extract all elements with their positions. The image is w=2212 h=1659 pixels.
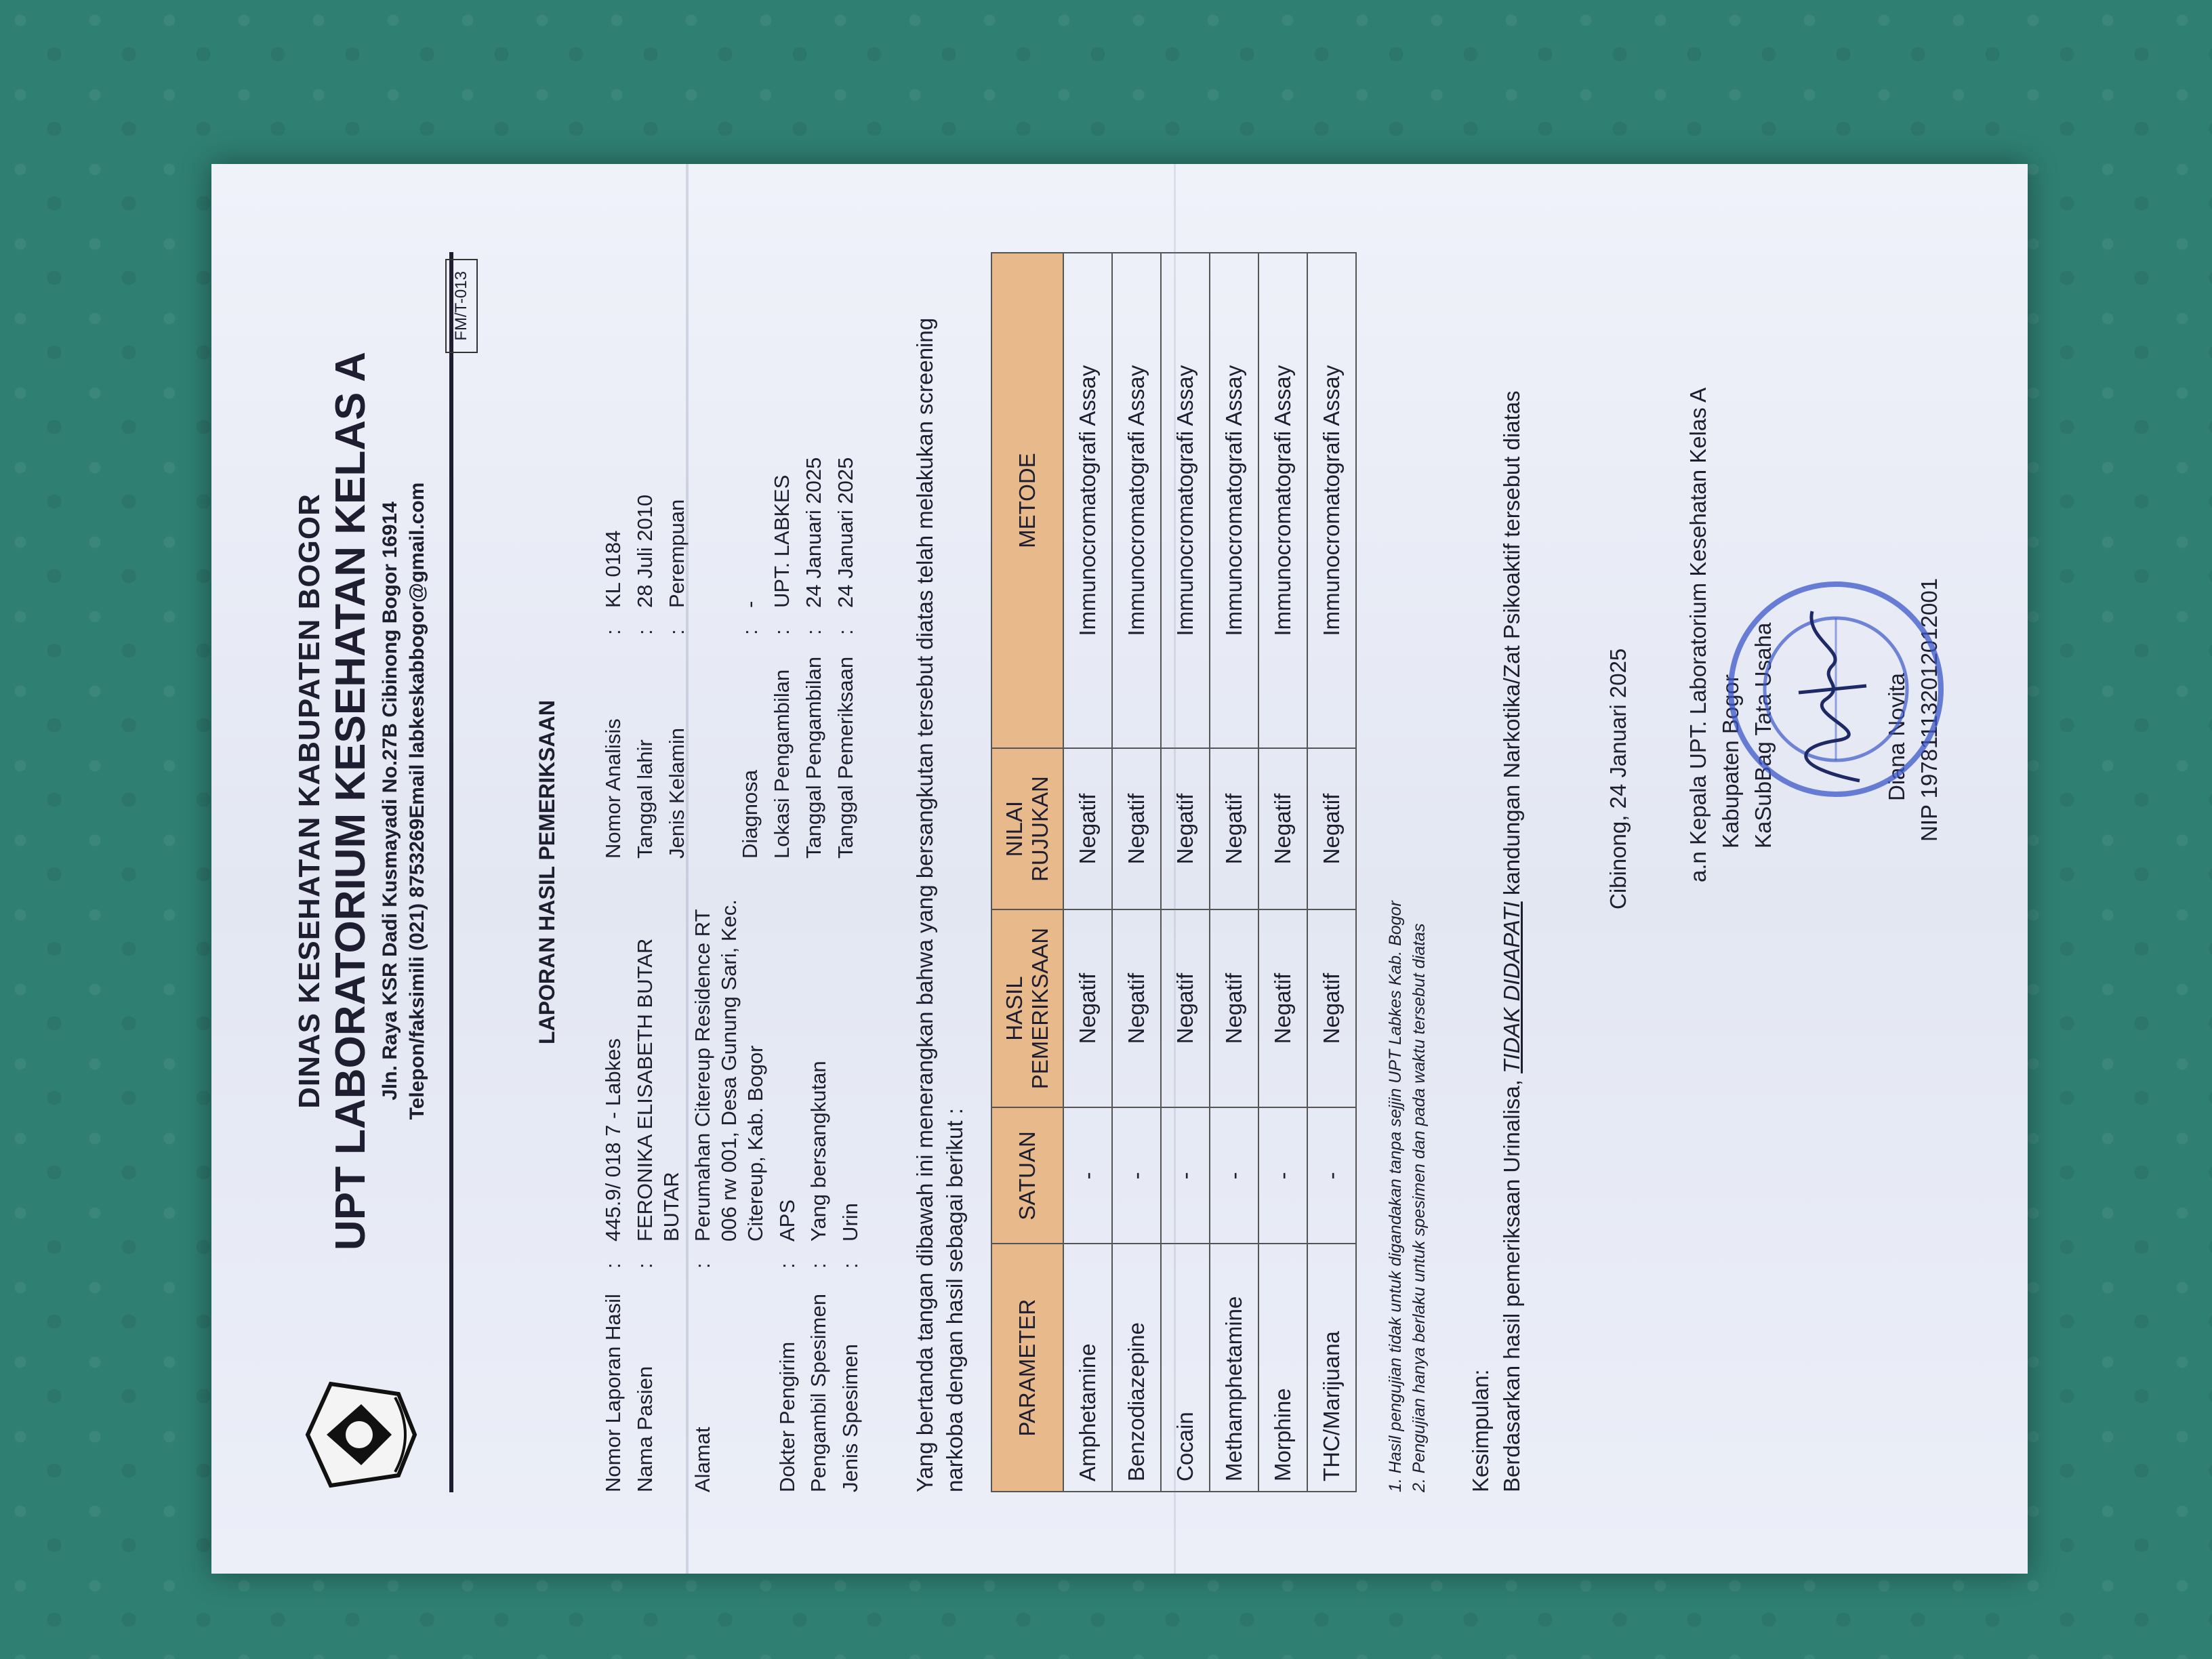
notes — [1384, 252, 1431, 1492]
patient-name: FERONIKA ELISABETH BUTAR BUTAR — [632, 938, 683, 1242]
patient-address: Perumahan Citereup Residence RT 006 rw 001, Desa Gunung Sari, Kec. Citereup, Kab. Bogor — [691, 899, 767, 1242]
intro-text: Yang bertanda tangan dibawah ini menerangkan bahwa yang bersangkutan tersebut diatas telah melakukan screening narkoba dengan hasil sebagai berikut : — [912, 317, 968, 1492]
conclusion-emphasis: TIDAK DIDAPATI — [1498, 901, 1524, 1073]
table-row — [1161, 253, 1210, 1492]
cell-reference: Negatif — [1307, 748, 1356, 909]
cell-reference: Negatif — [1112, 748, 1161, 909]
info-row: Dokter Pengirim : APS — [775, 886, 801, 1492]
info-row: Nama Pasien : FERONIKA ELISABETH BUTAR BUTAR — [632, 886, 685, 1492]
cell-parameter: Benzodiazepine — [1112, 1244, 1161, 1492]
cell-parameter: THC/Marijuana — [1307, 1244, 1356, 1492]
signatory-nip: NIP 197811132012012001 — [1917, 577, 1942, 842]
info-row: Nomor Analisis : KL 0184 — [600, 252, 627, 859]
form-code: FM/T-013 — [445, 259, 478, 353]
cell-unit: - — [1161, 1107, 1210, 1244]
info-label: Diagnosa — [738, 770, 762, 859]
table-row — [1307, 253, 1356, 1492]
col-result: HASIL PEMERIKSAAN — [991, 909, 1063, 1107]
specimen-collector: Yang bersangkutan — [806, 1061, 831, 1242]
cell-result: Negatif — [1161, 909, 1210, 1107]
lab-address: Jln. Raya KSR Dadi Kusmayadi No.27B Cibinong Bogor 16914 — [379, 501, 401, 1101]
regency-logo-icon — [304, 1377, 419, 1492]
cell-reference: Negatif — [1210, 748, 1258, 909]
col-parameter: PARAMETER — [991, 1244, 1063, 1492]
collection-date: 24 Januari 2025 — [801, 457, 825, 608]
info-label: Nomor Laporan Hasil — [601, 1294, 625, 1492]
info-label: Tanggal Pengambilan — [801, 656, 825, 859]
cell-parameter: Amphetamine — [1063, 1244, 1112, 1492]
cell-reference: Negatif — [1258, 748, 1307, 909]
info-label: Alamat — [691, 1427, 715, 1492]
conclusion-label: Kesimpulan: — [1467, 1369, 1493, 1492]
paper-fold — [686, 164, 689, 1574]
table-row — [1112, 253, 1161, 1492]
lab-contact: Telepon/faksimili (021) 8753269Email labkeskabbogor@gmail.com — [406, 482, 428, 1120]
patient-info — [600, 252, 869, 1492]
info-row: Tanggal Pengambilan : 24 Januari 2025 — [801, 252, 827, 859]
info-label: Pengambil Spesimen — [806, 1294, 831, 1492]
cell-method: Immunocromatografi Assay — [1063, 253, 1112, 748]
conclusion-before: Berdasarkan hasil pemeriksaan Urinalisa, — [1498, 1073, 1524, 1492]
cell-result: Negatif — [1063, 909, 1112, 1107]
info-row: Lokasi Pengambilan : UPT. LABKES — [769, 252, 796, 859]
birth-date: 28 Juli 2010 — [632, 494, 657, 608]
specimen-type: Urin — [838, 1203, 862, 1242]
col-reference: NILAI RUJUKAN — [991, 748, 1063, 909]
info-label: Tanggal lahir — [632, 739, 657, 859]
cell-reference: Negatif — [1063, 748, 1112, 909]
patient-info-right — [600, 252, 869, 859]
info-label: Dokter Pengirim — [775, 1341, 799, 1492]
info-label: Tanggal Pemeriksaan — [833, 656, 857, 859]
info-label: Nama Pasien — [632, 1366, 657, 1492]
cell-method: Immunocromatografi Assay — [1161, 253, 1210, 748]
cell-method: Immunocromatografi Assay — [1307, 253, 1356, 748]
handwritten-signature-icon — [1778, 591, 1887, 794]
signatory-line-3: KaSubBag Tata Usaha — [1750, 622, 1776, 848]
info-row: Alamat : Perumahan Citereup Residence RT 006 rw 001, Desa Gunung Sari, Kec. Citereup, Kab. Bogor — [690, 886, 769, 1492]
col-method: METODE — [991, 253, 1063, 748]
cell-reference: Negatif — [1161, 748, 1210, 909]
conclusion-text — [1496, 252, 1528, 1492]
table-header-row — [991, 253, 1063, 1492]
cell-result: Negatif — [1307, 909, 1356, 1107]
cell-method: Immunocromatografi Assay — [1112, 253, 1161, 748]
cell-unit: - — [1112, 1107, 1161, 1244]
agency-name: DINAS KESEHATAN KABUPATEN BOGOR — [293, 493, 326, 1109]
info-row: Jenis Kelamin : Perempuan — [664, 252, 691, 859]
table-row — [1063, 253, 1112, 1492]
info-row: Tanggal lahir : 28 Juli 2010 — [632, 252, 659, 859]
conclusion — [1465, 252, 1528, 1492]
conclusion-after: kandungan Narkotika/Zat Psikoaktif tersebut diatas — [1498, 390, 1524, 902]
cell-parameter: Methamphetamine — [1210, 1244, 1258, 1492]
cell-unit: - — [1307, 1107, 1356, 1244]
signatory-line-1: a.n Kepala UPT. Laboratorium Kesehatan Kelas A — [1685, 387, 1711, 882]
cell-result: Negatif — [1258, 909, 1307, 1107]
note-2: 2. Pengujian hanya berlaku untuk spesimen dan pada waktu tersebut diatas — [1409, 923, 1429, 1492]
signatory-name: Diana Novita — [1884, 673, 1910, 801]
cell-result: Negatif — [1112, 909, 1161, 1107]
info-label: Jenis Spesimen — [838, 1344, 862, 1492]
cell-parameter: Morphine — [1258, 1244, 1307, 1492]
place-date: Cibinong, 24 Januari 2025 — [1605, 648, 1631, 909]
cell-unit: - — [1063, 1107, 1112, 1244]
info-label: Nomor Analisis — [601, 718, 625, 859]
report-number: 445.9/ 018 7 - Labkes — [601, 1038, 625, 1242]
paper-fold — [1174, 164, 1176, 1574]
report-title: LAPORAN HASIL PEMERIKSAAN — [535, 700, 559, 1044]
signatory-line-2: Kabupaten Bogor — [1717, 674, 1743, 848]
signature-block — [1602, 252, 1946, 909]
info-row: Pengambil Spesimen : Yang bersangkutan — [806, 886, 832, 1492]
cell-unit: - — [1210, 1107, 1258, 1244]
info-label: Jenis Kelamin — [664, 728, 689, 859]
referring-doctor: APS — [775, 1199, 799, 1242]
exam-date: 24 Januari 2025 — [833, 457, 857, 608]
col-unit: SATUAN — [991, 1107, 1063, 1244]
info-row: Diagnosa : - — [737, 252, 764, 859]
cell-method: Immunocromatografi Assay — [1210, 253, 1258, 748]
info-row: Nomor Laporan Hasil : 445.9/ 018 7 - Labkes — [600, 886, 627, 1492]
note-1: 1. Hasil pengujian tidak untuk digandakan tanpa sejjin UPT Labkes Kab. Bogor — [1385, 901, 1405, 1492]
cell-unit: - — [1258, 1107, 1307, 1244]
cell-method: Immunocromatografi Assay — [1258, 253, 1307, 748]
lab-name: UPT LABORATORIUM KESEHATAN KELAS A — [327, 351, 374, 1251]
info-label: Lokasi Pengambilan — [770, 669, 794, 859]
lab-report-document — [211, 164, 2028, 1574]
table-row — [1210, 253, 1258, 1492]
cell-result: Negatif — [1210, 909, 1258, 1107]
info-row: Tanggal Pemeriksaan : 24 Januari 2025 — [833, 252, 859, 859]
table-row — [1258, 253, 1307, 1492]
cell-parameter: Cocain — [1161, 1244, 1210, 1492]
collection-location: UPT. LABKES — [770, 474, 794, 608]
letterhead — [293, 252, 453, 1492]
patient-info-left — [600, 886, 869, 1492]
analysis-number: KL 0184 — [601, 530, 625, 608]
info-row: Jenis Spesimen : Urin — [838, 886, 864, 1492]
gender: Perempuan — [664, 499, 689, 608]
diagnosis: - — [738, 600, 762, 608]
